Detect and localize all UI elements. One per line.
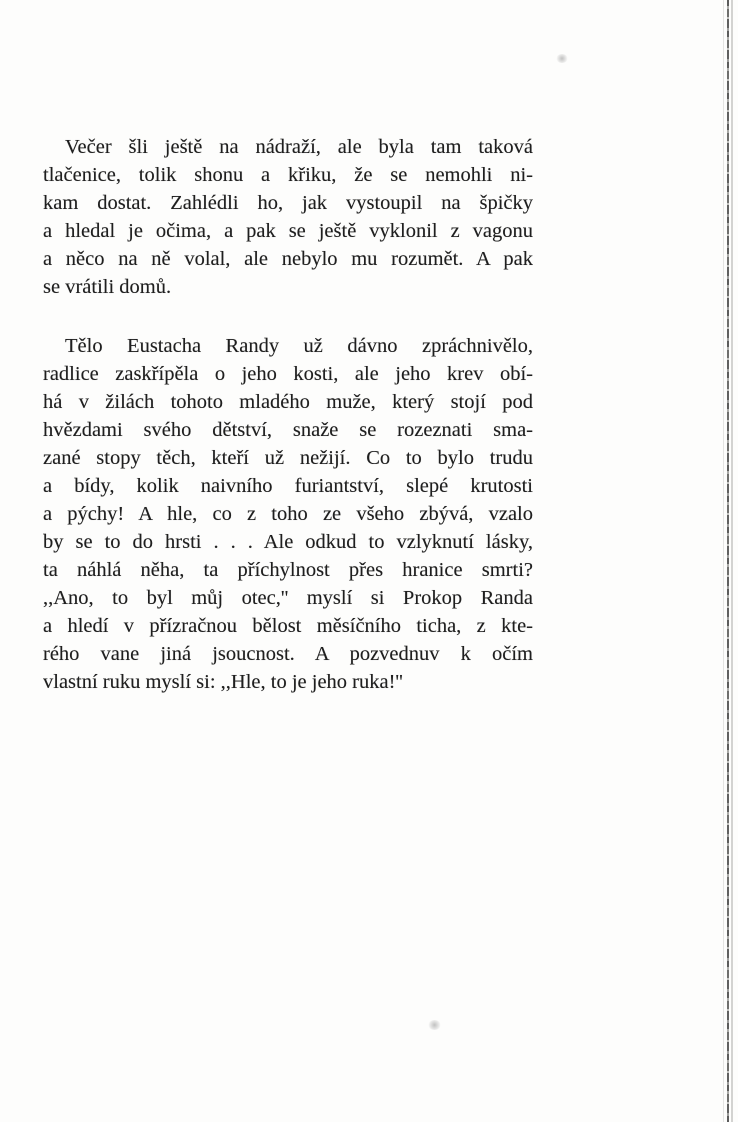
- text-line: tlačenice, tolik shonu a křiku, že se nemohli ni-: [43, 164, 533, 186]
- text-line: Tělo Eustacha Randy už dávno zpráchnivělo,: [65, 335, 533, 357]
- text-line: a hledí v přízračnou bělost měsíčního ticha, z kte-: [43, 615, 533, 637]
- text-line: rého vane jiná jsoucnost. A pozvednuv k očím: [43, 643, 533, 665]
- text-line: kam dostat. Zahlédli ho, jak vystoupil na špičky: [43, 192, 533, 214]
- paragraph-2: [43, 332, 533, 696]
- text-block: [43, 133, 533, 696]
- page-edge-dark-line: [727, 0, 729, 1122]
- text-line: radlice zaskřípěla o jeho kosti, ale jeho krev obí-: [43, 363, 533, 385]
- text-line: a bídy, kolik naivního furiantství, slepé krutosti: [43, 475, 533, 497]
- text-line: hvězdami svého dětství, snaže se rozeznati sma-: [43, 419, 533, 441]
- text-line: a pýchy! A hle, co z toho ze všeho zbývá, vzalo: [43, 503, 533, 525]
- text-line: vlastní ruku myslí si: ,,Hle, to je jeho ruka!'': [43, 671, 403, 693]
- text-line: a něco na ně volal, ale nebylo mu rozumět. A pak: [43, 248, 533, 270]
- text-line: zané stopy těch, kteří už nežijí. Co to bylo trudu: [43, 447, 533, 469]
- page-edge-light-line: [731, 0, 733, 1122]
- scan-speck: [428, 1020, 441, 1030]
- page-edge-faint-line: [723, 0, 724, 1122]
- text-line: ,,Ano, to byl můj otec,'' myslí si Prokop Randa: [43, 587, 533, 609]
- text-line: se vrátili domů.: [43, 276, 172, 298]
- text-line: ta náhlá něha, ta příchylnost přes hranice smrti?: [43, 559, 533, 581]
- text-line: by se to do hrsti . . . Ale odkud to vzlyknutí lásky,: [43, 531, 533, 553]
- paragraph-1: [43, 133, 533, 301]
- text-line: há v žilách tohoto mladého muže, který stojí pod: [43, 391, 533, 413]
- scan-speck: [556, 54, 568, 63]
- text-line: a hledal je očima, a pak se ještě vyklonil z vagonu: [43, 220, 533, 242]
- text-line: Večer šli ještě na nádraží, ale byla tam taková: [65, 136, 533, 158]
